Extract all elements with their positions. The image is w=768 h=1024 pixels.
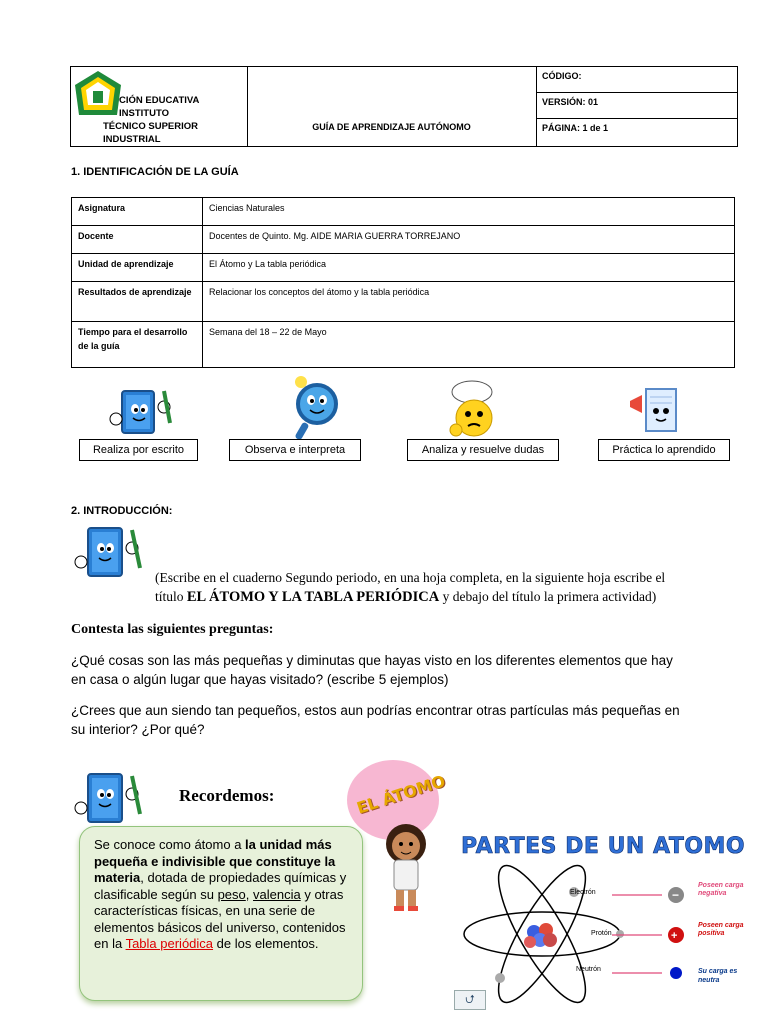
table-row <box>72 254 735 282</box>
header-title-cell <box>247 67 537 146</box>
magnifier-icon <box>287 372 347 442</box>
definition-bold: la unidad más pequeña e indivisible que constituye la materia <box>94 837 336 885</box>
instruction-bold-title: EL ÁTOMO Y LA TABLA PERIÓDICA <box>186 589 440 605</box>
book-writing-icon <box>72 770 152 832</box>
tabla-periodica-link[interactable]: Tabla periódica <box>125 936 214 951</box>
section2-title: 2. INTRODUCCIÓN: <box>71 505 173 517</box>
question-2 <box>71 701 680 739</box>
question-1 <box>71 651 673 689</box>
version-row: VERSIÓN: 01 <box>537 93 737 119</box>
institution-line-1: CIÓN EDUCATIVA INSTITUTO <box>119 95 200 119</box>
definition-text: de los elementos. <box>213 936 319 951</box>
institution-name <box>81 94 247 146</box>
row-key: Docente <box>72 226 203 254</box>
definition-text: Se conoce como átomo a <box>94 837 246 852</box>
questions-title: Contesta las siguientes preguntas: <box>71 622 274 637</box>
label-practica: Práctica lo aprendido <box>598 439 730 461</box>
atom-diagram-title: PARTES DE UN ATOMO <box>461 834 746 859</box>
question-2-line-2: su interior? ¿Por qué? <box>71 722 205 737</box>
question-1-line-2: en casa o algún lugar que hayas visitado? (escribe 5 ejemplos) <box>71 672 449 687</box>
row-key: Tiempo para el desarrollo de la guía <box>72 322 203 368</box>
header-table <box>70 66 738 147</box>
definition-text: y otras características físicas, en una serie de elementos básicos del universo, contenidos en la <box>94 886 346 951</box>
instruction-text: título <box>155 589 187 604</box>
definition-text: , dotada de propiedades químicas y clasificable según su <box>94 870 347 902</box>
atom-definition-box <box>79 826 363 1001</box>
instruction-line-1: (Escribe en el cuaderno Segundo periodo, en una hoja completa, en la siguiente hoja escribe el <box>155 570 666 585</box>
label-analiza: Analiza y resuelve dudas <box>407 439 559 461</box>
table-row <box>72 198 735 226</box>
paper-megaphone-icon <box>628 383 688 441</box>
row-key: Asignatura <box>72 198 203 226</box>
thinking-face-icon <box>444 378 504 442</box>
guide-title: GUÍA DE APRENDIZAJE AUTÓNOMO <box>312 122 471 132</box>
identification-table <box>71 197 735 368</box>
question-2-line-1: ¿Crees que aun siendo tan pequeños, estos aun podrías encontrar otras partículas más pequeñas en <box>71 703 680 718</box>
instruction-line-2 <box>155 587 656 607</box>
proton-label: Protón <box>591 930 612 937</box>
institution-line-2: TÉCNICO SUPERIOR INDUSTRIAL <box>103 121 199 145</box>
codigo-row: CÓDIGO: <box>537 67 737 93</box>
proton-description: Poseen carga positiva <box>698 922 744 937</box>
row-value: Ciencias Naturales <box>203 198 735 226</box>
book-writing-icon <box>72 522 152 586</box>
pagina-row: PÁGINA: 1 de 1 <box>542 123 609 133</box>
electron-label: Electrón <box>570 889 596 896</box>
header-meta-cell <box>537 67 737 146</box>
instruction-text: y debajo del título la primera actividad) <box>439 589 657 604</box>
recordemos-title: Recordemos: <box>179 786 275 805</box>
neutron-description: Su carga es neutra <box>698 968 738 984</box>
peso-link[interactable]: peso <box>217 886 246 902</box>
svg-text:−: − <box>672 888 680 902</box>
nucleus-icon <box>524 923 557 948</box>
label-realiza: Realiza por escrito <box>79 439 198 461</box>
row-value: Docentes de Quinto. Mg. AIDE MARIA GUERRA TORREJANO <box>203 226 735 254</box>
book-writing-icon <box>108 383 178 441</box>
atom-bubble-text: EL ÁTOMO <box>354 771 448 818</box>
svg-text:+: + <box>671 930 678 942</box>
neutron-label: Neutrón <box>576 966 601 973</box>
question-1-line-1: ¿Qué cosas son las más pequeñas y diminutas que hayas visto en los diferentes elementos que hay <box>71 653 673 668</box>
row-value: Relacionar los conceptos del átomo y la tabla periódica <box>203 282 735 322</box>
section1-title: 1. IDENTIFICACIÓN DE LA GUÍA <box>71 166 239 178</box>
row-key: Unidad de aprendizaje <box>72 254 203 282</box>
valencia-link[interactable]: valencia <box>253 886 301 902</box>
row-key: Resultados de aprendizaje <box>72 282 203 322</box>
table-row <box>72 322 735 368</box>
definition-text: , <box>245 886 254 902</box>
row-value: El Átomo y La tabla periódica <box>203 254 735 282</box>
table-row <box>72 226 735 254</box>
row-value: Semana del 18 – 22 de Mayo <box>203 322 735 368</box>
table-row <box>72 282 735 322</box>
electron-description: Poseen carga negativa <box>698 882 744 897</box>
girl-character-icon <box>378 822 434 912</box>
label-observa: Observa e interpreta <box>229 439 361 461</box>
return-icon[interactable]: ⮍ <box>454 990 486 1010</box>
header-logo-cell <box>71 67 248 146</box>
